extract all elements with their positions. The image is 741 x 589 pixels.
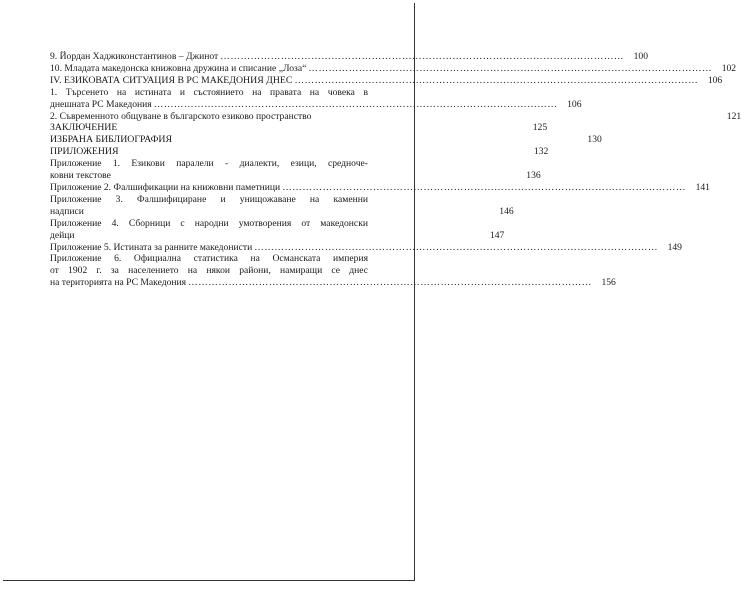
toc-entry-title: ЗАКЛЮЧЕНИЕ: [50, 122, 118, 134]
toc-entry-title-line: дейци: [50, 229, 75, 241]
dot-leader: [294, 75, 698, 87]
toc-section-heading[interactable]: [50, 74, 723, 87]
dot-leader: [282, 182, 686, 194]
toc-page-number: 130: [587, 134, 602, 146]
toc-page-number: 141: [695, 181, 710, 193]
toc-entry-title: ПРИЛОЖЕНИЯ: [50, 146, 119, 158]
table-of-contents: [50, 51, 741, 289]
toc-entry-title-line: от 1902 г. за населението на някои райони, намиращи се днес: [50, 265, 368, 277]
toc-entry-title-line: ковни текстове: [50, 170, 111, 182]
toc-entry-title: Приложение 2. Фалшификации на книжовни паметници: [50, 181, 281, 193]
toc-page-number: 102: [721, 62, 737, 74]
toc-page-number: 106: [707, 74, 723, 86]
toc-page-number: 121: [726, 110, 741, 122]
dot-leader: [188, 277, 592, 289]
toc-entry[interactable]: [50, 86, 582, 111]
dot-leader: [154, 99, 558, 111]
spacer: [308, 63, 712, 75]
toc-section-heading[interactable]: [50, 146, 549, 158]
toc-entry-title-line: Приложение 4. Сборници с народни умотворения от македонски: [50, 217, 368, 229]
toc-entry[interactable]: [50, 241, 682, 254]
toc-entry-title-line: 1. Търсенето на истината и състоянието на правата на човека в: [50, 86, 368, 98]
document-page: [3, 3, 741, 581]
dot-leader: [220, 51, 624, 63]
toc-entry[interactable]: [50, 158, 541, 182]
toc-entry-title-line: Приложение 1. Езикови паралели - диалекти, езици, средноче-: [50, 158, 368, 170]
toc-page-number: 136: [526, 170, 541, 182]
toc-entry-title: 9. Йордан Хаджиконстантинов – Джинот: [50, 51, 219, 62]
toc-page-number: 147: [489, 229, 505, 241]
toc-page-number: 146: [499, 205, 514, 217]
toc-entry[interactable]: [50, 181, 710, 194]
toc-entry[interactable]: [50, 253, 616, 289]
toc-page-number: 125: [532, 122, 548, 134]
toc-section-heading[interactable]: [50, 134, 602, 146]
toc-entry[interactable]: [50, 62, 737, 75]
toc-page-number: 100: [633, 51, 648, 62]
toc-entry-title: Приложение 5. Истината за ранните македонисти: [50, 241, 253, 253]
toc-entry[interactable]: [50, 51, 648, 63]
toc-entry-title: 10. Младата македонска книжовна дружина и списание „Лоза“: [50, 62, 307, 74]
toc-page-number: 106: [567, 98, 582, 110]
toc-page-number: 149: [667, 241, 682, 253]
dot-leader: [254, 242, 658, 254]
toc-page-number: 156: [601, 277, 616, 289]
toc-entry[interactable]: [50, 110, 741, 123]
toc-page-number: 132: [533, 146, 549, 158]
toc-section-heading[interactable]: [50, 122, 548, 134]
toc-entry-title-line: Приложение 6. Официална статистика на Османската империя: [50, 253, 368, 265]
toc-entry-title-line: надписи: [50, 205, 84, 217]
toc-entry-title: 2. Съвременното общуване в българското езиково пространство: [50, 110, 312, 122]
toc-entry-title-line: днешната РС Македония: [50, 98, 152, 110]
toc-entry[interactable]: [50, 217, 505, 242]
toc-entry-title-line: на територията на РС Македония: [50, 277, 187, 289]
toc-entry-title: IV. ЕЗИКОВАТА СИТУАЦИЯ В РС МАКЕДОНИЯ ДНЕС: [50, 74, 293, 86]
toc-entry[interactable]: [50, 193, 514, 218]
toc-entry-title-line: Приложение 3. Фалшифициране и унищожаване на каменни: [50, 193, 368, 205]
toc-entry-title: ИЗБРАНА БИБЛИОГРАФИЯ: [50, 134, 173, 146]
